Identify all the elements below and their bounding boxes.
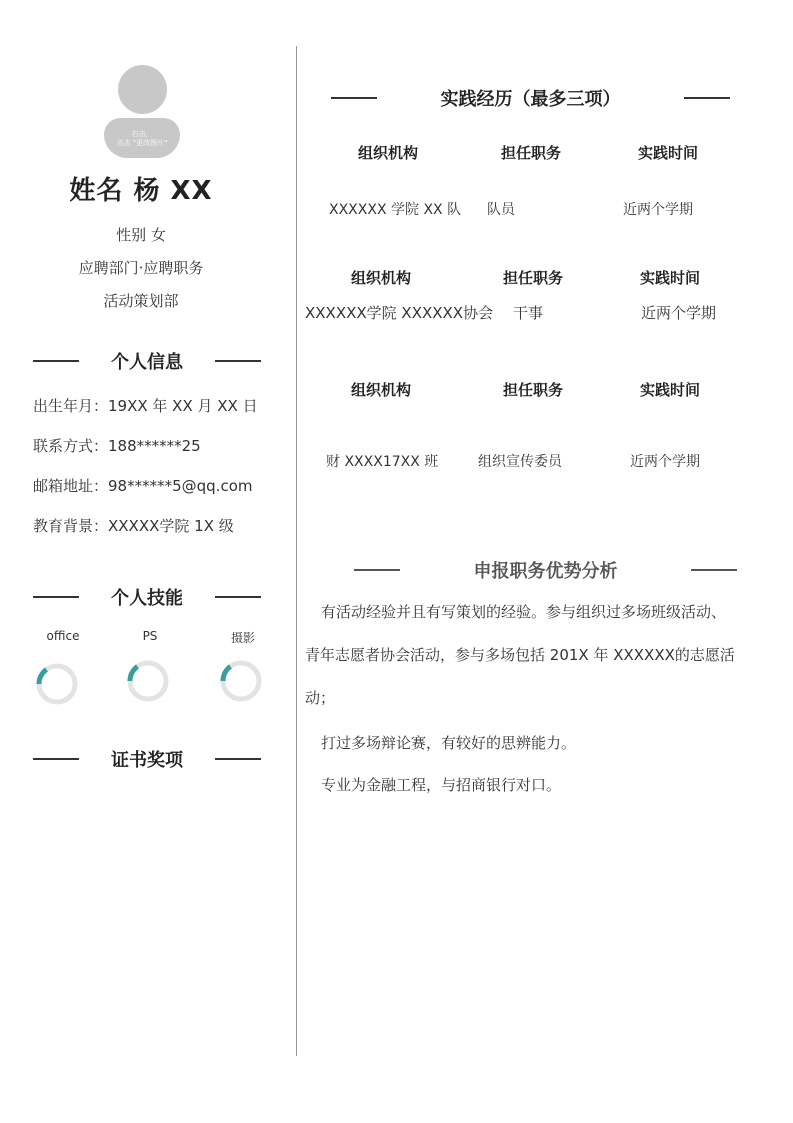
avatar[interactable] xyxy=(118,65,167,114)
col-header-time: 实践时间 xyxy=(640,269,701,287)
skills-header xyxy=(33,584,261,610)
divider xyxy=(684,97,730,99)
divider xyxy=(33,596,79,598)
avatar-hint xyxy=(104,130,180,148)
entry-role[interactable]: 队员 xyxy=(487,202,515,218)
advantage-line[interactable]: 专业为金融工程，与招商银行对口。 xyxy=(321,776,562,794)
entry-time[interactable]: 近两个学期 xyxy=(623,202,693,218)
advantage-line[interactable]: 动； xyxy=(305,689,336,707)
department[interactable]: 活动策划部 xyxy=(103,292,179,310)
phone[interactable]: 联系方式：188******25 xyxy=(33,437,201,455)
education[interactable]: 教育背景：XXXXX学院 1X 级 xyxy=(33,517,234,535)
gender[interactable]: 性别 女 xyxy=(116,226,166,244)
skill-label-ps: PS xyxy=(142,629,158,643)
entry-time[interactable]: 近两个学期 xyxy=(641,304,717,322)
divider xyxy=(354,569,400,571)
divider xyxy=(33,758,79,760)
avatar-hint-line1: 右击， xyxy=(131,130,153,138)
practice-header xyxy=(331,85,730,111)
skill-label-photo: 摄影 xyxy=(230,631,255,645)
divider xyxy=(215,360,261,362)
section-title: 证书奖项 xyxy=(111,750,183,771)
entry-time[interactable]: 近两个学期 xyxy=(630,454,700,470)
col-header-org: 组织机构 xyxy=(351,269,412,287)
entry-org[interactable]: XXXXXX 学院 XX 队 xyxy=(329,202,462,218)
entry-org[interactable]: XXXXXX学院 XXXXXX协会 xyxy=(305,304,494,322)
email[interactable]: 邮箱地址：98******5@qq.com xyxy=(33,477,253,495)
entry-org[interactable]: 财 XXXX17XX 班 xyxy=(326,454,439,470)
advantage-line[interactable]: 打过多场辩论赛，有较好的思辨能力。 xyxy=(321,734,577,752)
col-header-role: 担任职务 xyxy=(501,144,562,162)
section-title: 实践经历（最多三项） xyxy=(440,89,621,110)
entry-role[interactable]: 组织宣传委员 xyxy=(478,454,562,470)
col-header-org: 组织机构 xyxy=(358,144,419,162)
col-header-role: 担任职务 xyxy=(503,381,564,399)
candidate-name[interactable]: 姓名 杨 XX xyxy=(69,176,213,206)
section-title: 申报职务优势分析 xyxy=(473,561,618,582)
advantages-header xyxy=(354,557,737,583)
col-header-role: 担任职务 xyxy=(503,269,564,287)
birth-date[interactable]: 出生年月：19XX 年 XX 月 XX 日 xyxy=(33,397,258,415)
column-divider xyxy=(296,46,297,1056)
advantage-line[interactable]: 有活动经验并且有写策划的经验。参与组织过多场班级活动、 xyxy=(321,603,727,621)
divider xyxy=(215,758,261,760)
divider xyxy=(33,360,79,362)
entry-role[interactable]: 干事 xyxy=(513,304,544,322)
skill-ring-photo xyxy=(219,659,263,703)
section-title: 个人信息 xyxy=(111,352,183,373)
col-header-time: 实践时间 xyxy=(638,144,699,162)
col-header-org: 组织机构 xyxy=(351,381,412,399)
position-label[interactable]: 应聘部门·应聘职务 xyxy=(78,259,204,277)
divider xyxy=(215,596,261,598)
divider xyxy=(691,569,737,571)
skill-ring-ps xyxy=(126,659,170,703)
divider xyxy=(331,97,377,99)
certificates-header xyxy=(33,746,261,772)
personal-info-header xyxy=(33,348,261,374)
advantage-line[interactable]: 青年志愿者协会活动，参与多场包括 201X 年 XXXXXX的志愿活 xyxy=(305,646,735,664)
skill-ring-office xyxy=(35,662,79,706)
col-header-time: 实践时间 xyxy=(640,381,701,399)
avatar-hint-line2: 点击 "更改图片" xyxy=(116,139,168,147)
section-title: 个人技能 xyxy=(111,588,183,609)
skill-label-office: office xyxy=(46,629,80,643)
